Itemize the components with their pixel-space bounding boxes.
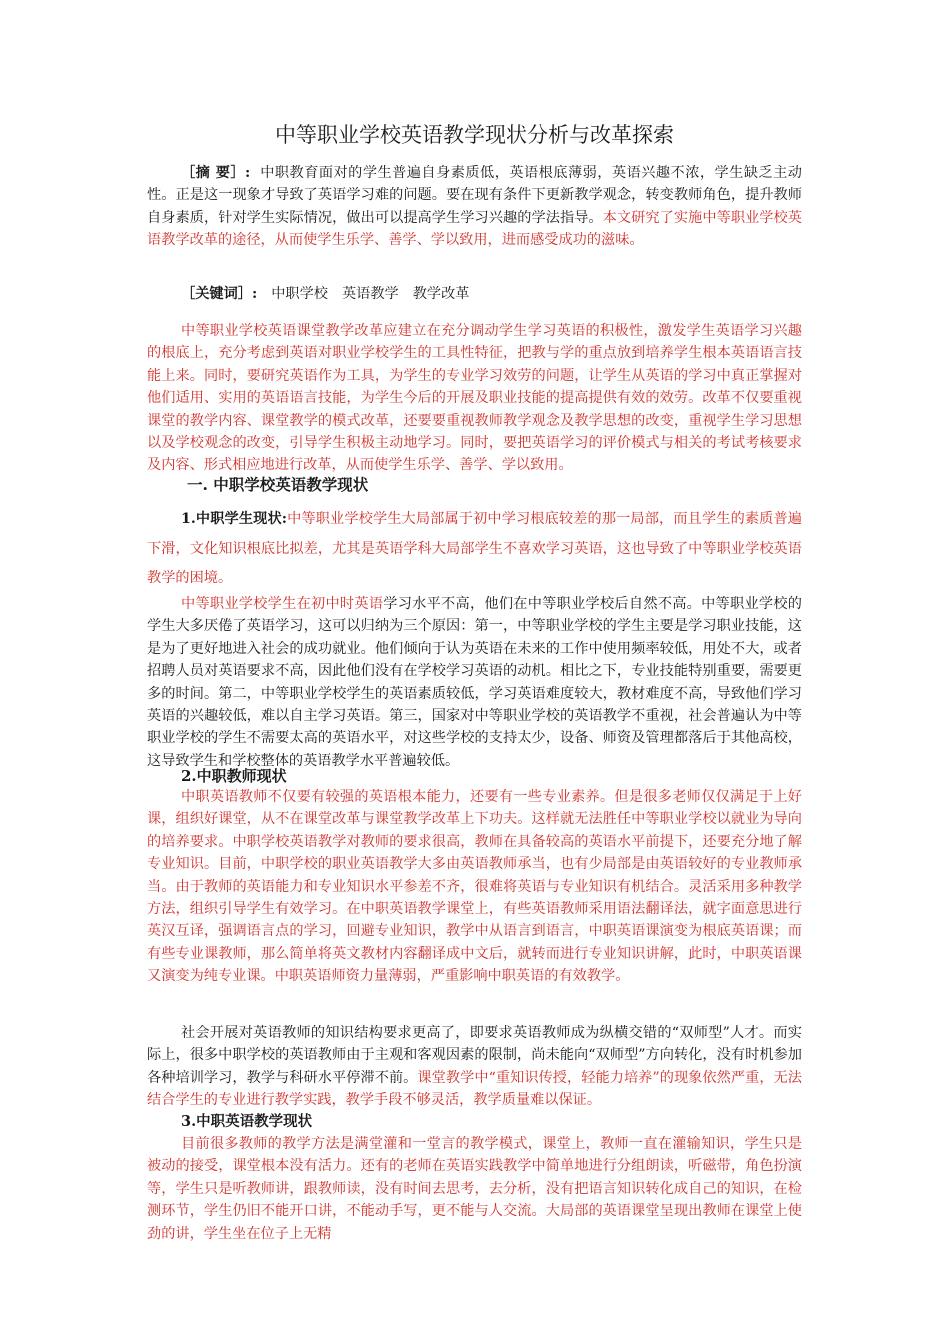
students-detail-paragraph [147, 593, 802, 772]
students-detail-text: 学习水平不高，他们在中等职业学校后自然不高。中等职业学校的学生大多厌倦了英语学习，这可以归纳为三个原因：第一，中等职业学校的学生主要是学习职业技能，这是为了更好地进入社会的成功就业。他们倾向于认为英语在未来的工作中使用频率较低，用处不大，或者招聘人员对英语要求不高，因此他们没有在学校学习英语的动机。相比之下，专业技能特别重要，需要更多的时间。第二，中等职业学校学生的英语素质较低，学习英语难度较大，教材难度不高，导致他们学习英语的兴趣较低，难以自主学习英语。第三，国家对中等职业学校的英语教学不重视，社会普遍认为中等职业学校的学生不需要太高的英语水平，对这些学校的支持太少，设备、师资及管理都落后于其他高校，这导致学生和学校整体的英语教学水平普遍较低。 [147, 596, 802, 769]
teaching-paragraph: 目前很多教师的教学方法是满堂灌和一堂言的教学模式，课堂上，教师一直在灌输知识，学生只是被动的接受，课堂根本没有活力。还有的老师在英语实践教学中简单地进行分组朗读，听磁带，角色扮演等，学生只是听教师讲，跟教师读，没有时间去思考，去分析，没有把语言知识转化成自己的知识，在检测环节，学生仍旧不能开口讲，不能动手写，更不能与人交流。大局部的英语课堂呈现出教师在课堂上使劲的讲，学生坐在位子上无精 [147, 1136, 802, 1242]
keywords [147, 283, 802, 305]
abstract [147, 162, 802, 252]
keyword-item: 英语教学 [341, 286, 399, 302]
keyword-item: 教学改革 [412, 286, 470, 302]
students-detail-highlight: 中等职业学校学生在初中时英语 [181, 596, 384, 612]
teaching-heading: 3.中职英语教学现状 [181, 1113, 313, 1130]
keyword-item: 中职学校 [271, 286, 328, 302]
teachers-paragraph-2-text: 社会开展对英语教师的知识结构要求更高了，即要求英语教师成为纵横交错的“双师型”人才。而实际上，很多中职学校的英语教师由于主观和客观因素的限制，尚未能向“双师型”方向转化，没有时机参加各种培训学习，教学与科研水平停滞不前。 [147, 1025, 802, 1086]
abstract-label: ［摘 要］: [181, 165, 251, 181]
teachers-paragraph-2 [147, 1022, 802, 1112]
abstract-text-highlight: 本文研究了实施中等职业学校英语教学改革的途径，从而使学生乐学、善学、学以致用，进而感受成功的滋味。 [147, 209, 802, 249]
students-text: 中等职业学校学生大局部属于初中学习根底较差的那一局部，而且学生的素质普遍下滑，文化知识根底比拟差，尤其是英语学科大局部学生不喜欢学习英语，这也导致了中等职业学校英语教学的困境。 [147, 511, 802, 586]
teachers-paragraph: 中职英语教师不仅要有较强的英语根本能力，还要有一些专业素养。但是很多老师仅仅满足于上好课，组织好课堂，从不在课堂改革与课堂教学改革上下功夫。这样就无法胜任中等职业学校以就业为导向的培养要求。中职学校英语教学对教师的要求很高，教师在具备较高的英语水平前提下，还要充分地了解专业知识。目前，中职学校的职业英语教学大多由英语教师承当，也有少局部是由英语较好的专业教师承当。由于教师的英语能力和专业知识水平参差不齐，很难将英语与专业知识有机结合。灵活采用多种教学方法，组织引导学生有效学习。在中职英语教学课堂上，有些英语教师采用语法翻译法，就字面意思进行英汉互译，强调语言点的学习，回避专业知识，教学中从语言到语言，中职英语课演变为根底英语课；而有些专业课教师，那么简单将英文教材内容翻译成中文后，就转而进行专业知识讲解，此时，中职英语课又演变为纯专业课。中职英语师资力量薄弱，严重影响中职英语的有效教学。 [147, 789, 802, 985]
teachers-paragraph-2-highlight: 课堂教学中“重知识传授，轻能力培养”的现象依然严重，无法结合学生的专业进行教学实践，教学手段不够灵活，教学质量难以保证。 [147, 1069, 802, 1109]
teachers-heading: 2.中职教师现状 [181, 767, 287, 785]
students-paragraph [147, 505, 802, 594]
intro-paragraph: 中等职业学校英语课堂教学改革应建立在充分调动学生学习英语的积极性，激发学生英语学习兴趣的根底上，充分考虑到英语对职业学校学生的工具性特征，把教与学的重点放到培养学生根本英语语言技能上来。同时，要研究英语作为工具，为学生的专业学习效劳的问题，让学生从英语的学习中真正掌握对他们适用、实用的英语语言技能，为学生今后的开展及职业技能的提高提供有效的效劳。改革不仅要重视课堂的教学内容、课堂教学的模式改革，还要要重视教师教学观念及教学思想的改变，重视学生学习思想以及学校观念的改变，引导学生积极主动地学习。同时，要把英语学习的评价模式与相关的考试考核要求及内容、形式相应地进行改革，从而使学生乐学、善学、学以致用。 [147, 323, 802, 474]
abstract-text: 中职教育面对的学生普遍自身素质低，英语根底薄弱，英语兴趣不浓，学生缺乏主动性。正是这一现象才导致了英语学习难的问题。要在现有条件下更新教学观念，转变教师角色，提升教师自身素质，针对学生实际情况，做出可以提高学生学习兴趣的学法指导。 [147, 165, 802, 226]
keywords-label: ［关键词］: [181, 286, 258, 302]
abstract-gap [250, 165, 260, 181]
section-heading-1: 一. 中职学校英语教学现状 [187, 475, 369, 494]
students-heading: 1.中职学生现状: [181, 511, 287, 527]
page-title: 中等职业学校英语教学现状分析与改革探索 [275, 123, 674, 147]
